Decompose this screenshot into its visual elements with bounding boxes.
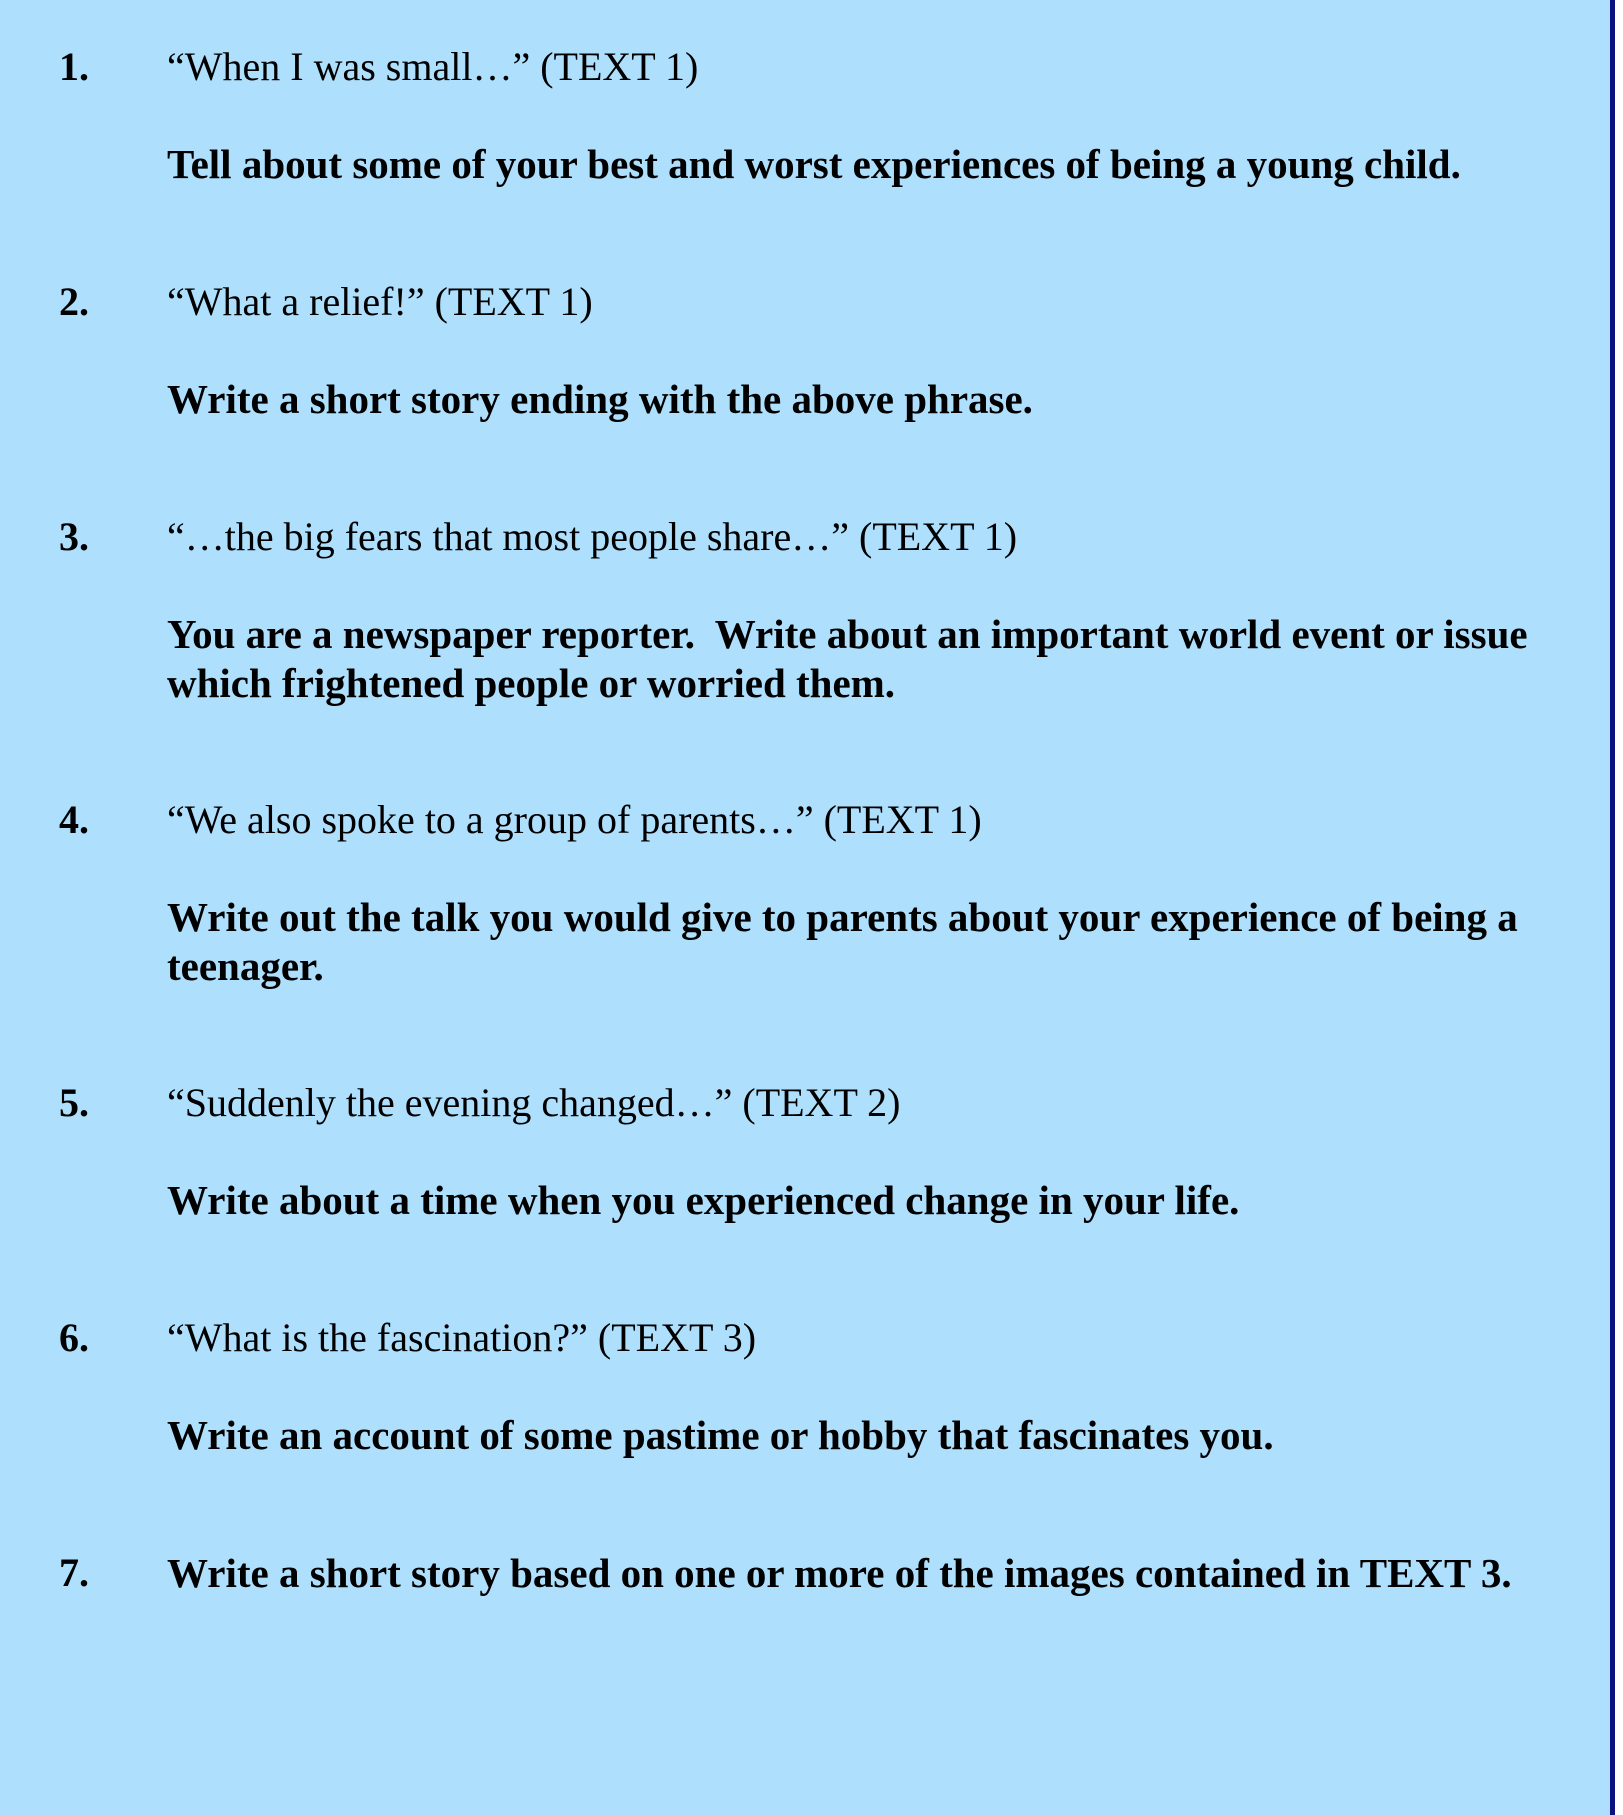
question-quote: “Suddenly the evening changed…” (TEXT 2): [167, 1080, 901, 1125]
question-task: Write about a time when you experienced change in your life.: [167, 1177, 1240, 1223]
question-task-line: Write out the talk you would give to parents about your experience of being a: [167, 894, 1518, 940]
question-number: 1.: [59, 44, 89, 89]
question-task: Write an account of some pastime or hobby that fascinates you.: [167, 1412, 1274, 1458]
question-quote: “When I was small…” (TEXT 1): [167, 44, 699, 89]
question-number: 2.: [59, 279, 89, 324]
question-number: 3.: [59, 514, 89, 559]
question-task: Tell about some of your best and worst experiences of being a young child.: [167, 141, 1461, 187]
question-task-line: You are a newspaper reporter. Write about an important world event or issue: [167, 611, 1528, 657]
question-task: Write a short story ending with the above phrase.: [167, 376, 1033, 422]
question-task-line: teenager.: [167, 943, 324, 989]
question-number: 6.: [59, 1315, 89, 1360]
question-number: 7.: [59, 1550, 89, 1595]
question-quote: “We also spoke to a group of parents…” (TEXT 1): [167, 797, 982, 842]
question-quote: “What is the fascination?” (TEXT 3): [167, 1315, 757, 1360]
question-task: Write a short story based on one or more of the images contained in TEXT 3.: [167, 1550, 1512, 1596]
question-task-line: which frightened people or worried them.: [167, 660, 896, 706]
question-number: 5.: [59, 1080, 89, 1125]
question-number: 4.: [59, 797, 89, 842]
question-quote: “What a relief!” (TEXT 1): [167, 279, 593, 324]
question-quote: “…the big fears that most people share…” (TEXT 1): [167, 514, 1018, 559]
right-border: [1610, 0, 1615, 1815]
